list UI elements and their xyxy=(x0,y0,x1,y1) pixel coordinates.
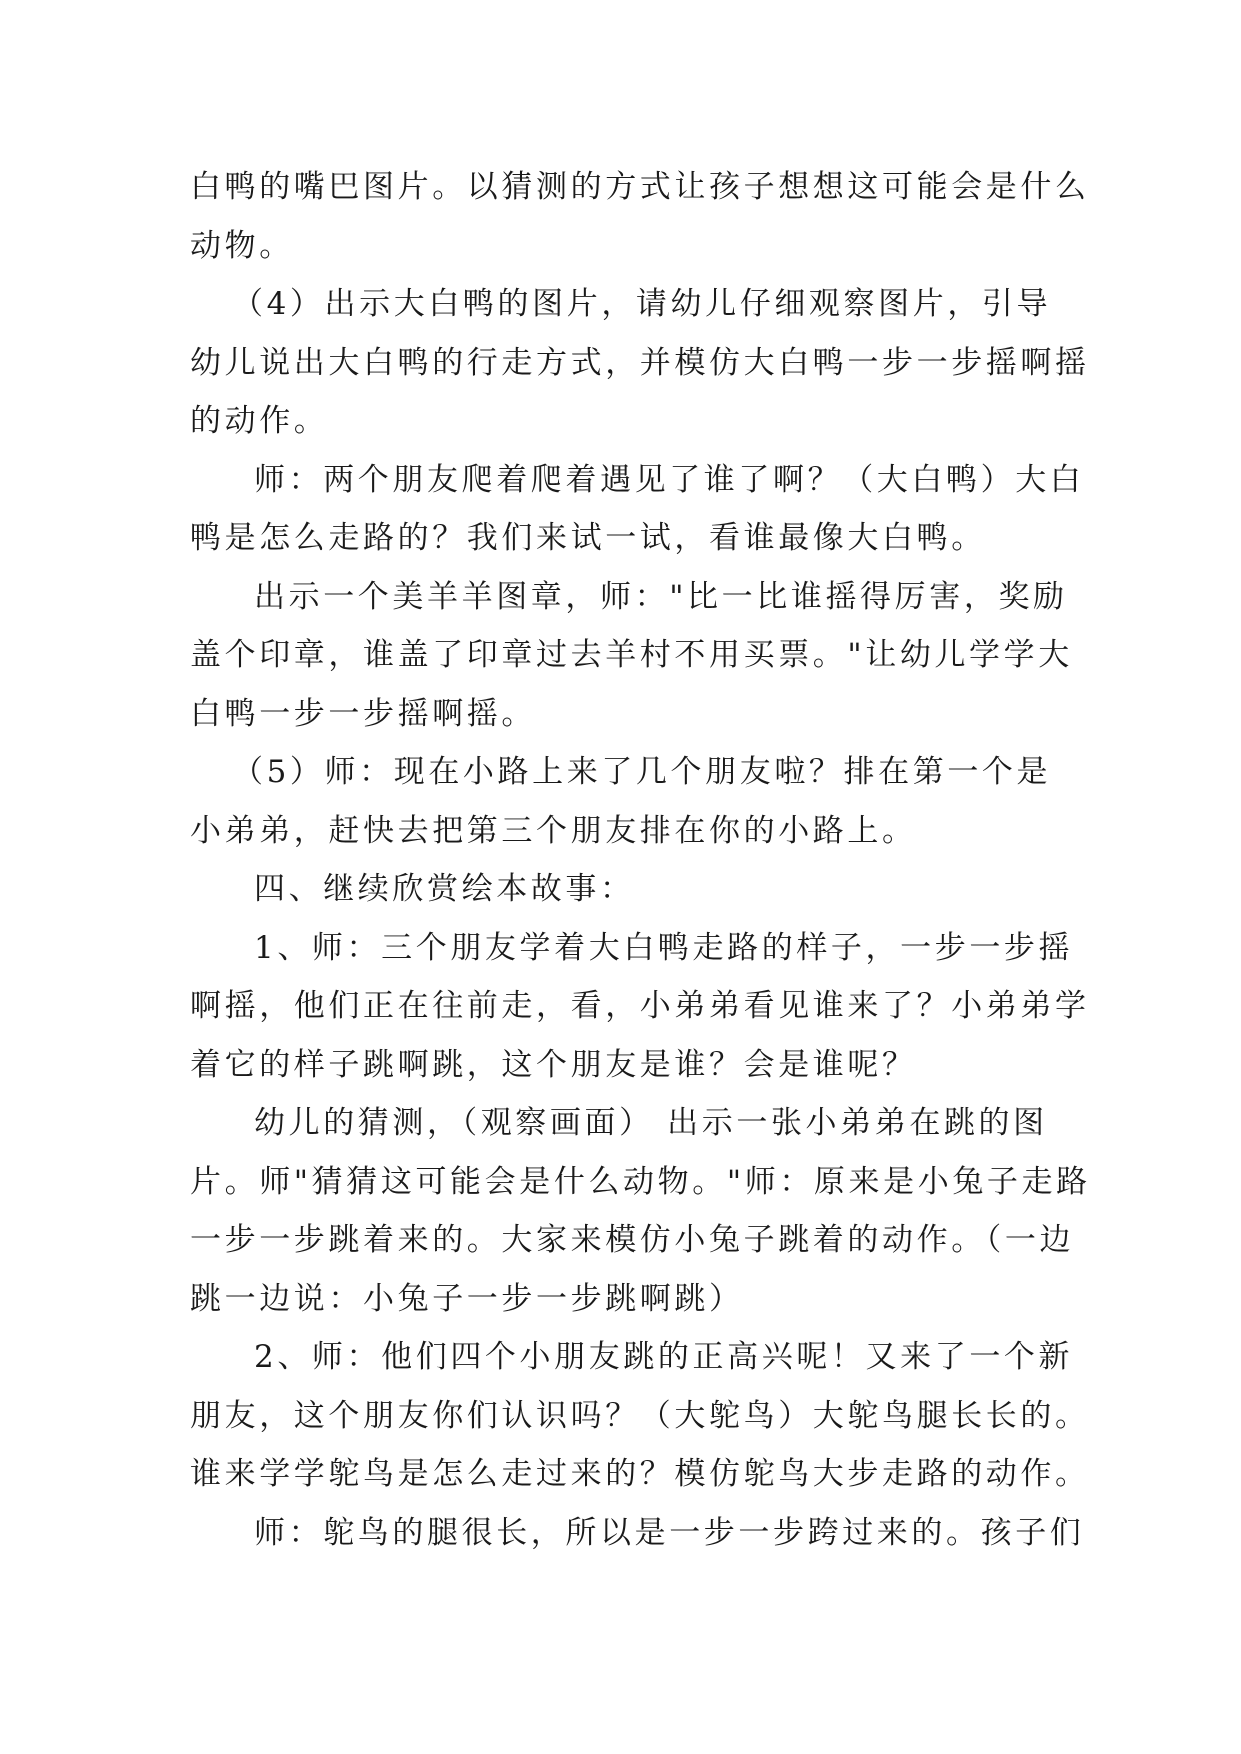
text-line: 着它的样子跳啊跳，这个朋友是谁？会是谁呢？ xyxy=(190,1046,917,1083)
paragraph-teacher-duck xyxy=(190,451,1085,568)
paragraph-duck-beak xyxy=(190,158,1090,275)
text-line: 鸭是怎么走路的？我们来试一试，看谁最像大白鸭。 xyxy=(190,520,986,556)
text-line: 出示一个美羊羊图章，师："比一比谁摇得厉害，奖励 xyxy=(254,578,1068,615)
text-line: 幼儿的猜测，（观察画面） 出示一张小弟弟在跳的图 xyxy=(254,1105,1048,1141)
text-line: 盖个印章，谁盖了印章过去羊村不用买票。"让幼儿学学大 xyxy=(190,637,1073,673)
document-body xyxy=(190,158,1091,1562)
text-line: 白鸭的嘴巴图片。以猜测的方式让孩子想想这可能会是什么 xyxy=(190,169,1090,205)
text-line: 谁来学学鸵鸟是怎么走过来的？模仿鸵鸟大步走路的动作。 xyxy=(190,1456,1090,1492)
paragraph-stamp xyxy=(190,568,1073,744)
paragraph-item-1 xyxy=(190,919,1090,1095)
section-heading-four xyxy=(190,860,1070,919)
text-line: 动物。 xyxy=(190,227,294,264)
text-line: 一步一步跳着来的。大家来模仿小兔子跳着的动作。（一边 xyxy=(190,1222,1075,1258)
text-line: 片。师"猜猜这可能会是什么动物。"师：原来是小兔子走路 xyxy=(190,1163,1091,1200)
text-line: 师：鸵鸟的腿很长，所以是一步一步跨过来的。孩子们 xyxy=(254,1514,1085,1551)
text-line: 跳一边说：小兔子一步一步跳啊跳） xyxy=(190,1280,744,1317)
text-line: 1、师：三个朋友学着大白鸭走路的样子，一步一步摇 xyxy=(254,929,1074,966)
paragraph-item-2 xyxy=(190,1328,1090,1504)
text-line: （4）出示大白鸭的图片，请幼儿仔细观察图片，引导 xyxy=(232,286,1052,322)
text-line: 2、师：他们四个小朋友跳的正高兴呢！又来了一个新 xyxy=(254,1339,1074,1375)
text-line: 朋友，这个朋友你们认识吗？（大鸵鸟）大鸵鸟腿长长的。 xyxy=(190,1397,1090,1434)
text-line: 四、继续欣赏绘本故事： xyxy=(254,871,635,907)
paragraph-step-4 xyxy=(190,275,1090,451)
text-line: 师：两个朋友爬着爬着遇见了谁了啊？（大白鸭）大白 xyxy=(254,461,1085,498)
paragraph-step-5 xyxy=(190,743,1070,860)
text-line: 啊摇，他们正在往前走，看，小弟弟看见谁来了？小弟弟学 xyxy=(190,988,1090,1024)
paragraph-ostrich xyxy=(190,1504,1085,1563)
text-line: 幼儿说出大白鸭的行走方式，并模仿大白鸭一步一步摇啊摇 xyxy=(190,344,1090,381)
text-line: （5）师：现在小路上来了几个朋友啦？排在第一个是 xyxy=(232,754,1052,790)
text-line: 小弟弟，赶快去把第三个朋友排在你的小路上。 xyxy=(190,812,917,849)
text-line: 白鸭一步一步摇啊摇。 xyxy=(190,695,536,732)
paragraph-rabbit-guess xyxy=(190,1094,1091,1328)
text-line: 的动作。 xyxy=(190,403,329,439)
